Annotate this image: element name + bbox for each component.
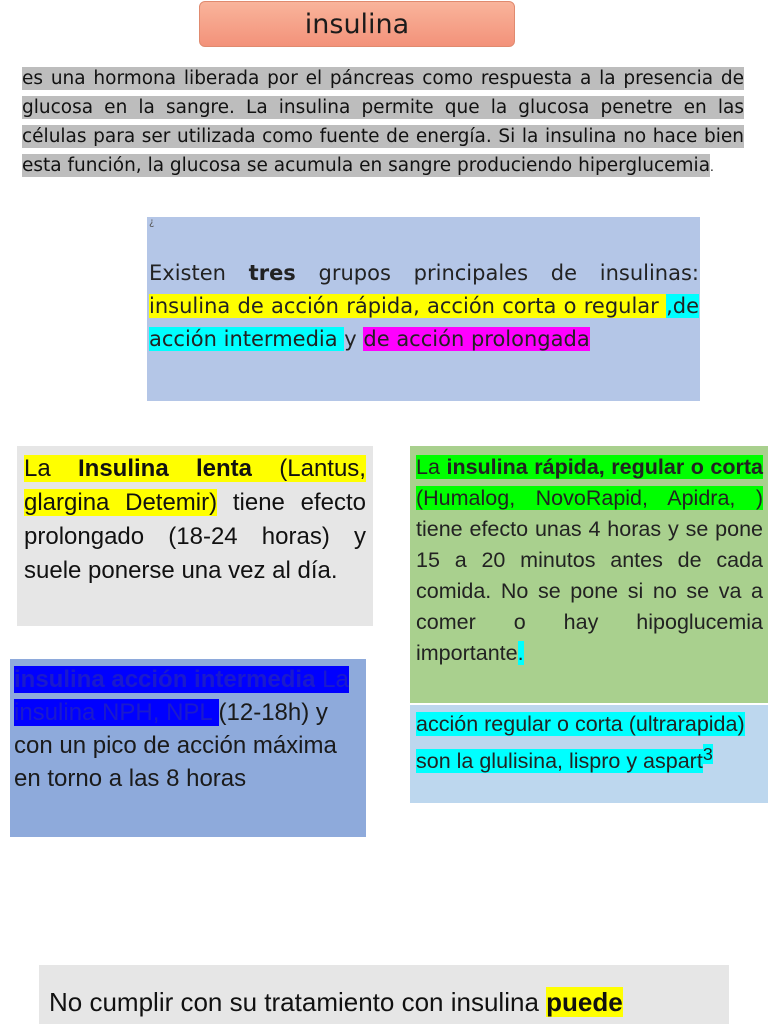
footer-bold: puede (546, 987, 623, 1017)
groups-conj: y (344, 327, 364, 351)
slow-insulin-text (24, 452, 366, 588)
rapid-insulin-box (410, 446, 768, 703)
slow-la: La (24, 455, 78, 482)
page-title: insulina (304, 9, 410, 40)
slow-paren: (Lantus, glargina Detemir) (24, 455, 366, 516)
regular-insulin-text (416, 709, 763, 776)
rapid-la: La (416, 455, 447, 479)
intermediate-insulin-text (14, 663, 364, 795)
intermediate-insulin-box (10, 659, 366, 837)
groups-rapid: insulina de acción rápida, acción corta o regular (149, 294, 667, 318)
groups-mark: ¿ (149, 217, 155, 228)
title-box (199, 1, 515, 47)
intro-period: . (710, 160, 714, 174)
groups-text (149, 257, 699, 356)
groups-bold: tres (248, 261, 296, 285)
groups-middle: grupos principales de insulinas: (295, 261, 699, 285)
groups-prolonged: de acción prolongada (363, 327, 590, 351)
slow-insulin-box (17, 446, 373, 626)
intermediate-rest: (12-18h) y con un pico de acción máxima en torno a las 8 horas (14, 699, 337, 792)
rapid-end: . (517, 641, 524, 665)
intro-paragraph (22, 64, 744, 182)
footer-lead: No cumplir con su tratamiento con insulina (49, 987, 547, 1017)
rapid-paren: (Humalog, NovoRapid, Apidra, ) (416, 486, 763, 510)
intro-text: es una hormona liberada por el páncreas como respuesta a la presencia de glucosa en la sangre. La insulina permite que la glucosa penetre en las células para ser utilizada como fuente de energía. Si la insulina no hace bien esta función, la glucosa se acumula en sangre produciendo hiperglucemia (22, 68, 744, 176)
slow-rest: tiene efecto prolongado (18-24 horas) y suele ponerse una vez al día. (24, 489, 366, 584)
regular-sup: 3 (702, 744, 713, 764)
footer-text (49, 985, 729, 1019)
rapid-rest: tiene efecto unas 4 horas y se pone 15 a 20 minutos antes de cada comida. No se pone si no se va a comer o hay hipoglucemia importante (416, 517, 763, 665)
insulin-groups-box (147, 217, 700, 401)
regular-insulin-box (410, 705, 768, 803)
regular-text: acción regular o corta (ultrarapida) son la glulisina, lispro y aspart (416, 712, 745, 774)
footer-box (39, 965, 729, 1024)
intermediate-names: La insulina NPH, NPL (14, 666, 349, 726)
intermediate-bold: insulina acción intermedia (14, 666, 316, 693)
rapid-bold: insulina rápida, regular o corta (446, 455, 763, 479)
groups-lead: Existen (149, 261, 249, 285)
groups-intermediate: ,de acción intermedia (149, 294, 699, 351)
rapid-insulin-text (416, 452, 763, 669)
slow-bold: Insulina lenta (77, 455, 252, 482)
